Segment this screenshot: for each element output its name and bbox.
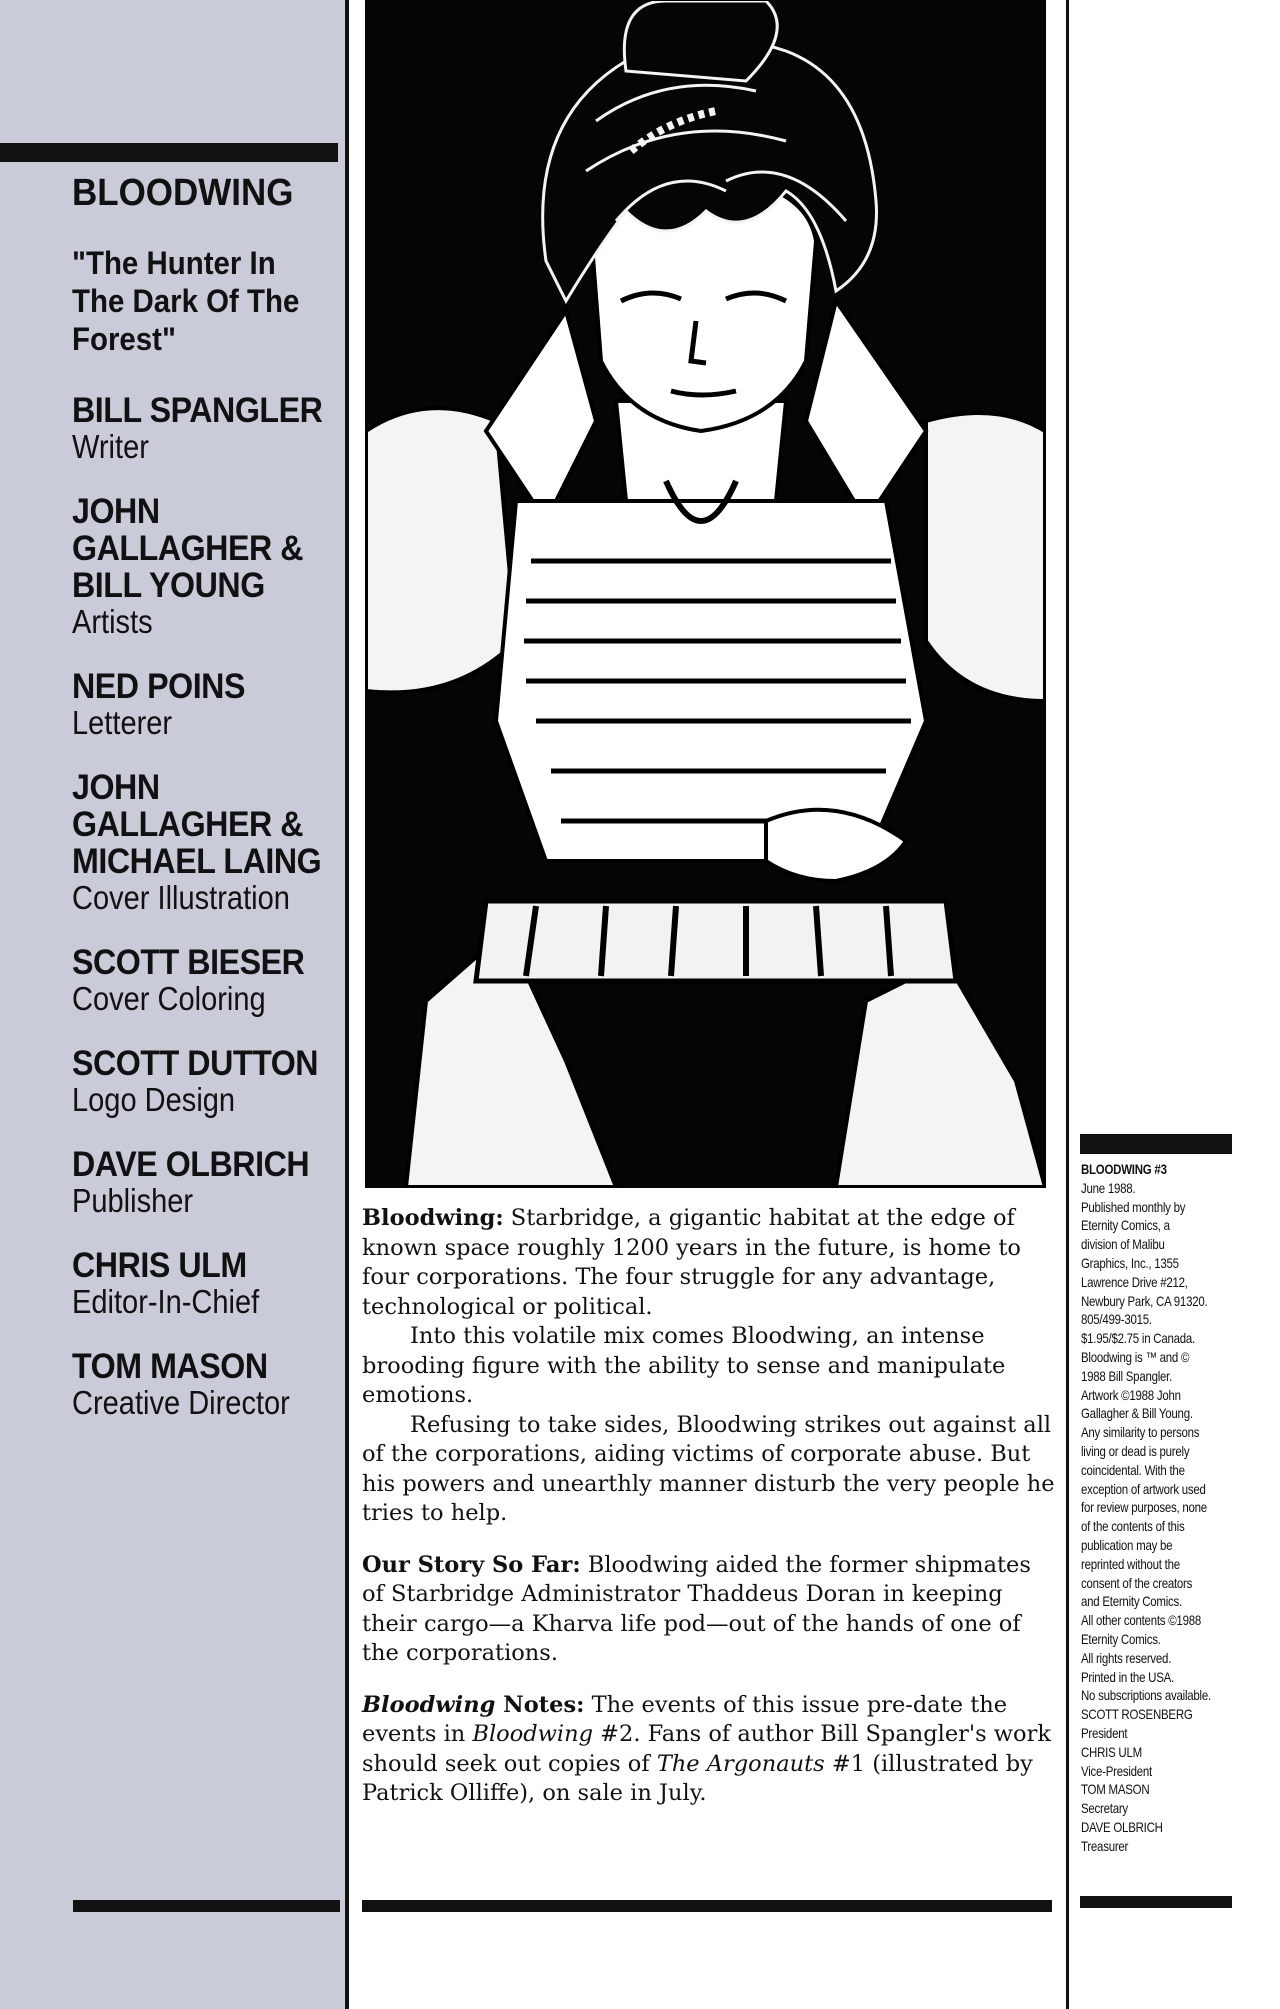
indicia-line: coincidental. With the: [1081, 1461, 1185, 1478]
indicia-line: exception of artwork used: [1081, 1480, 1206, 1497]
indicia-line: Eternity Comics, a: [1081, 1217, 1170, 1234]
indicia-line: TOM MASON: [1081, 1781, 1150, 1798]
indicia-line: reprinted without the: [1081, 1555, 1180, 1572]
indicia-line: Lawrence Drive #212,: [1081, 1273, 1188, 1290]
credit-role: Artists: [72, 603, 153, 640]
credit-entry: [72, 1045, 342, 1118]
credit-name: JOHN GALLAGHER & MICHAEL LAING: [72, 768, 322, 881]
credit-name: JOHN GALLAGHER & BILL YOUNG: [72, 492, 304, 605]
credit-role: Cover Illustration: [72, 879, 290, 916]
credits-top-rule: [0, 143, 338, 162]
indicia-line: No subscriptions available.: [1081, 1687, 1211, 1704]
credits-bottom-rule: [73, 1900, 340, 1912]
indicia-line: Vice-President: [1081, 1762, 1153, 1779]
article-text: [362, 1204, 1057, 1809]
credit-role: Cover Coloring: [72, 980, 266, 1017]
indicia-line: DAVE OLBRICH: [1081, 1818, 1163, 1835]
story-title: "The Hunter In The Dark Of The Forest": [72, 245, 300, 357]
indicia-line: 805/499-3015.: [1081, 1311, 1152, 1328]
credit-entry: [72, 1348, 342, 1421]
credit-role: Creative Director: [72, 1384, 290, 1421]
indicia-line: BLOODWING #3: [1081, 1161, 1167, 1177]
credit-entry: [72, 668, 342, 741]
indicia-line: SCOTT ROSENBERG: [1081, 1706, 1193, 1723]
indicia-line: Bloodwing is ™ and ©: [1081, 1348, 1190, 1365]
credit-name: BILL SPANGLER: [72, 391, 323, 430]
credit-name: SCOTT BIESER: [72, 943, 305, 982]
column-divider-right: [1066, 0, 1069, 2009]
indicia-line: Gallagher & Bill Young.: [1081, 1405, 1193, 1422]
indicia-line: Any similarity to persons: [1081, 1424, 1200, 1441]
indicia-line: living or dead is purely: [1081, 1442, 1190, 1459]
article-paragraph-3: Refusing to take sides, Bloodwing strikes out against all of the corporations, aiding victims of corporate abuse. But his powers and unearthly manner disturb the very people he tries to help.: [362, 1411, 1055, 1526]
indicia-line: consent of the creators: [1081, 1574, 1193, 1591]
article-notes: Bloodwing Notes: The events of this issue pre-date the events in Bloodwing #2. Fans of author Bill Spangler's work should seek out copies of The Argonauts #1 (illustrated by Patrick Olliffe), on sale in July.: [362, 1691, 1051, 1806]
article-paragraph-2: Into this volatile mix comes Bloodwing, an intense brooding figure with the ability to sense and manipulate emotions.: [362, 1323, 1006, 1408]
credit-entry: [72, 1146, 342, 1219]
indicia-line: $1.95/$2.75 in Canada.: [1081, 1330, 1195, 1347]
series-title: BLOODWING: [72, 172, 294, 214]
indicia-line: June 1988.: [1081, 1179, 1136, 1196]
credit-name: TOM MASON: [72, 1347, 268, 1386]
indicia-line: All other contents ©1988: [1081, 1612, 1201, 1629]
credit-entry: [72, 1247, 342, 1320]
credit-entry: [72, 769, 342, 916]
indicia-line: All rights reserved.: [1081, 1649, 1172, 1666]
credit-entry: [72, 392, 342, 465]
article-story-so-far: Our Story So Far: Bloodwing aided the former shipmates of Starbridge Administrator Thaddeus Doran in keeping their cargo—a Kharva life pod—out of the hands of one of the corporations.: [362, 1551, 1031, 1666]
credit-name: SCOTT DUTTON: [72, 1044, 319, 1083]
article-paragraph-intro: Bloodwing: Starbridge, a gigantic habitat at the edge of known space roughly 1200 years in the future, is home to four corporations. The four struggle for any advantage, technological or political.: [362, 1205, 1021, 1320]
credits-list: [72, 170, 342, 1449]
indicia-bottom-rule: [1080, 1896, 1232, 1908]
credit-role: Publisher: [72, 1182, 194, 1219]
credit-role: Writer: [72, 428, 149, 465]
credit-entry: [72, 944, 342, 1017]
indicia-line: Graphics, Inc., 1355: [1081, 1254, 1179, 1271]
credit-entry: [72, 493, 342, 640]
credit-entries: [72, 392, 342, 1421]
indicia-top-rule: [1080, 1134, 1232, 1154]
indicia-line: Newbury Park, CA 91320.: [1081, 1292, 1208, 1309]
indicia-line: for review purposes, none: [1081, 1499, 1207, 1516]
column-divider-left: [345, 0, 349, 2009]
credit-role: Letterer: [72, 704, 173, 741]
indicia-line: Secretary: [1081, 1800, 1128, 1817]
credit-name: CHRIS ULM: [72, 1246, 247, 1285]
credit-role: Logo Design: [72, 1081, 236, 1118]
indicia-line: CHRIS ULM: [1081, 1743, 1142, 1760]
credit-name: NED POINS: [72, 667, 246, 706]
article-bottom-rule: [362, 1900, 1052, 1912]
indicia-line: 1988 Bill Spangler.: [1081, 1367, 1173, 1384]
indicia-line: division of Malibu: [1081, 1236, 1165, 1253]
indicia-line: publication may be: [1081, 1536, 1173, 1553]
bloodwing-illustration: [365, 0, 1046, 1188]
indicia: [1081, 1160, 1220, 1855]
indicia-line: Eternity Comics.: [1081, 1630, 1161, 1647]
indicia-line: Artwork ©1988 John: [1081, 1386, 1181, 1403]
indicia-line: Treasurer: [1081, 1837, 1129, 1854]
indicia-line: Published monthly by: [1081, 1198, 1186, 1215]
indicia-line: of the contents of this: [1081, 1518, 1185, 1535]
credit-role: Editor-In-Chief: [72, 1283, 260, 1320]
indicia-line: Printed in the USA.: [1081, 1668, 1174, 1685]
indicia-line: President: [1081, 1724, 1128, 1741]
indicia-line: and Eternity Comics.: [1081, 1593, 1183, 1610]
credit-name: DAVE OLBRICH: [72, 1145, 310, 1184]
